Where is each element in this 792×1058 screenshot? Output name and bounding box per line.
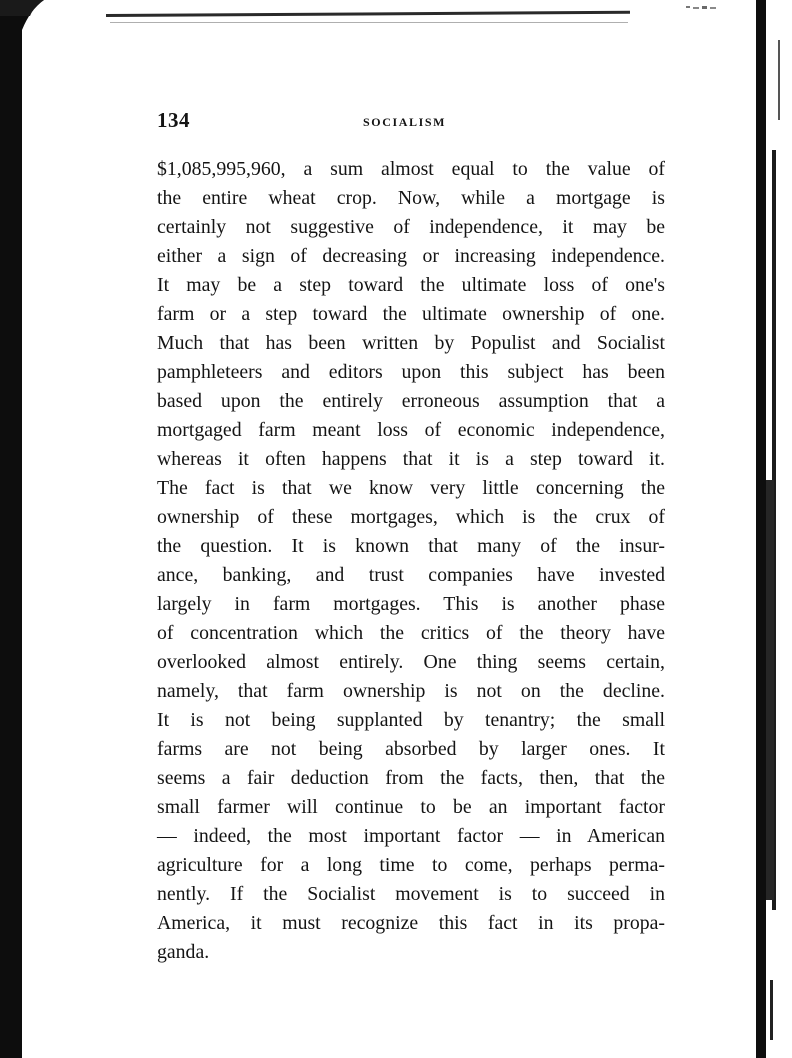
text-line: It may be a step toward the ultimate loss of one's: [157, 274, 665, 296]
text-line: of concentration which the critics of the theory have: [157, 622, 665, 644]
text-line: the entire wheat crop. Now, while a mortgage is: [157, 187, 665, 209]
text-line: certainly not suggestive of independence, it may be: [157, 216, 665, 238]
text-line: — indeed, the most important factor — in American: [157, 825, 665, 847]
right-page-edge: [748, 0, 792, 1058]
text-line: small farmer will continue to be an important factor: [157, 796, 665, 818]
text-line: seems a fair deduction from the facts, then, that the: [157, 767, 665, 789]
text-line: $1,085,995,960, a sum almost equal to the value of: [157, 158, 665, 180]
text-line: It is not being supplanted by tenantry; the small: [157, 709, 665, 731]
top-edge-rule: [106, 11, 630, 17]
text-line: farm or a step toward the ultimate ownership of one.: [157, 303, 665, 325]
text-line: whereas it often happens that it is a step toward it.: [157, 448, 665, 470]
page-header: [157, 108, 663, 134]
text-line: America, it must recognize this fact in its propa-: [157, 912, 665, 934]
text-line: namely, that farm ownership is not on the decline.: [157, 680, 665, 702]
text-line: pamphleteers and editors upon this subject has been: [157, 361, 665, 383]
text-line: ownership of these mortgages, which is the crux of: [157, 506, 665, 528]
text-line: ganda.: [157, 941, 210, 963]
running-head: SOCIALISM: [363, 115, 447, 129]
text-line: based upon the entirely erroneous assumption that a: [157, 390, 665, 412]
text-line: overlooked almost entirely. One thing seems certain,: [157, 651, 665, 673]
text-line: The fact is that we know very little concerning the: [157, 477, 665, 499]
text-line: Much that has been written by Populist and Socialist: [157, 332, 665, 354]
text-line: largely in farm mortgages. This is another phase: [157, 593, 665, 615]
top-edge-shadow: [110, 22, 628, 23]
text-line: either a sign of decreasing or increasing independence.: [157, 245, 665, 267]
text-line: nently. If the Socialist movement is to succeed in: [157, 883, 665, 905]
text-line: mortgaged farm meant loss of economic independence,: [157, 419, 665, 441]
page-number: 134: [157, 108, 190, 132]
text-line: farms are not being absorbed by larger ones. It: [157, 738, 665, 760]
text-line: ance, banking, and trust companies have invested: [157, 564, 665, 586]
corner-scan-noise: [684, 4, 720, 12]
body-paragraph: [157, 155, 665, 967]
text-line: agriculture for a long time to come, perhaps perma-: [157, 854, 665, 876]
text-line: the question. It is known that many of the insur-: [157, 535, 665, 557]
left-binding-shadow: [0, 0, 60, 1058]
